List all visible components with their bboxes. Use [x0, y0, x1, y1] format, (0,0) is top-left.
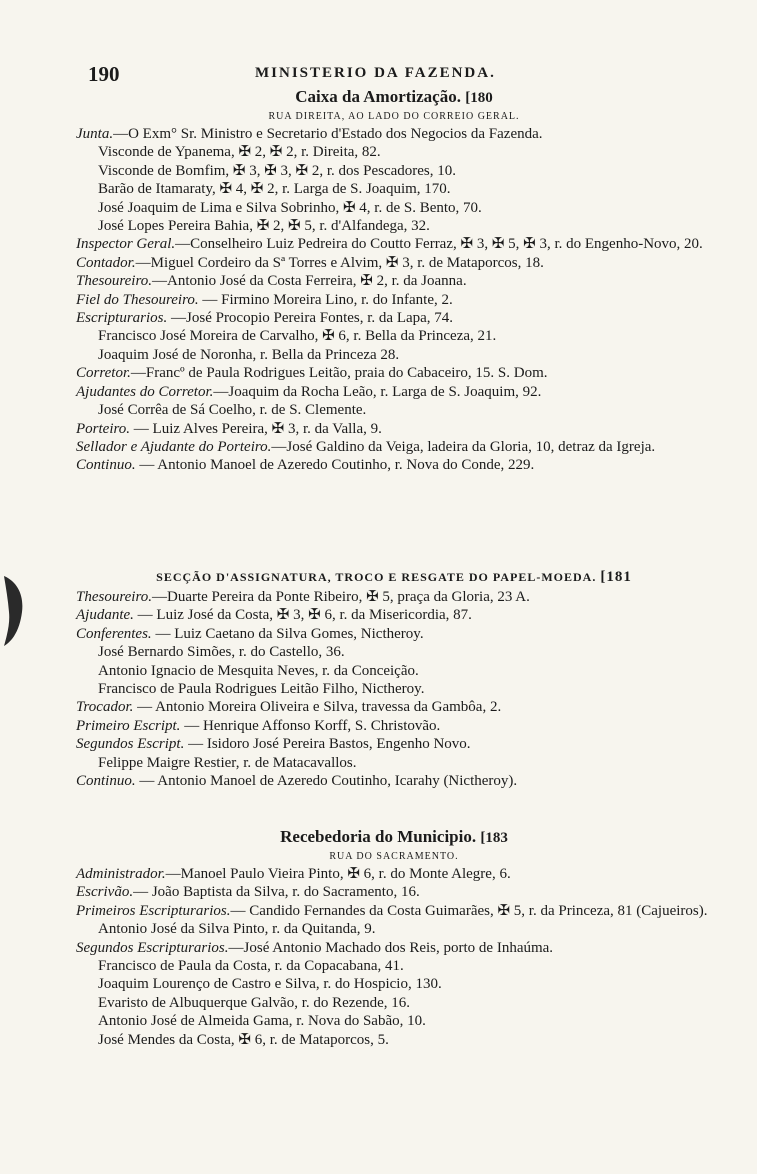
entry-role: Junta.	[76, 126, 114, 142]
entry-role: Ajudantes do Corretor.	[76, 383, 214, 400]
entry-line	[76, 939, 712, 957]
entry-line	[76, 364, 712, 382]
entry-text: Visconde de Ypanema, ✠ 2, ✠ 2, r. Direita, 82.	[98, 144, 381, 161]
section-address: RUA DO SACRAMENTO.	[329, 851, 459, 862]
entry-list	[76, 865, 712, 1049]
entry-line	[76, 1012, 712, 1030]
section-ref: [183	[480, 830, 508, 846]
entry-role: Primeiro Escript.	[76, 717, 181, 734]
entry-line	[76, 180, 712, 198]
entry-text: Visconde de Bomfim, ✠ 3, ✠ 3, ✠ 2, r. dos Pescadores, 10.	[98, 162, 457, 179]
entry-text: — Luiz Alves Pereira, ✠ 3, r. da Valla, 9.	[130, 420, 382, 437]
entry-role: Trocador.	[76, 699, 134, 716]
entry-role: Escrivão.	[76, 884, 134, 901]
entry-line	[76, 235, 712, 253]
entry-line	[76, 438, 712, 456]
entry-role: Thesoureiro.	[76, 273, 152, 290]
entry-role: Porteiro.	[76, 420, 131, 437]
entry-role: Ajudante.	[76, 607, 134, 624]
entry-text: Francisco José Moreira de Carvalho, ✠ 6, r. Bella da Princeza, 21.	[98, 328, 497, 345]
entry-line	[76, 291, 712, 309]
section-title: Caixa da Amortização.	[295, 87, 461, 106]
entry-text: — Antonio Manoel de Azeredo Coutinho, Icarahy (Nictheroy).	[135, 773, 518, 790]
entry-text: Antonio José de Almeida Gama, r. Nova do Sabão, 10.	[98, 1013, 426, 1030]
entry-text: — Luiz José da Costa, ✠ 3, ✠ 6, r. da Misericordia, 87.	[133, 607, 472, 624]
entry-text: Francisco de Paula da Costa, r. da Copacabana, 41.	[98, 958, 404, 975]
entry-text: —José Galdino da Veiga, ladeira da Gloria, 10, detraz da Igreja.	[271, 438, 656, 455]
entry-line	[76, 383, 712, 401]
entry-line	[76, 643, 712, 661]
entry-line	[76, 327, 712, 345]
entry-line	[76, 272, 712, 290]
entry-role: Conferentes.	[76, 625, 152, 642]
entry-role: Corretor.	[76, 365, 131, 382]
entry-line	[76, 975, 712, 993]
entry-role: Segundos Escripturarios.	[76, 939, 229, 956]
entry-line	[76, 772, 712, 790]
entry-role: Fiel do Thesoureiro.	[76, 291, 199, 308]
entry-role: Escripturarios.	[76, 310, 168, 327]
entry-role: Primeiros Escripturarios.	[76, 902, 231, 919]
entry-line	[76, 401, 712, 419]
entry-text: Felippe Maigre Restier, r. de Matacavallos.	[98, 754, 357, 771]
entry-text: — Henrique Affonso Korff, S. Christovão.	[180, 717, 441, 734]
entry-role: Continuo.	[76, 773, 136, 790]
entry-line	[76, 662, 712, 680]
entry-list	[76, 125, 712, 475]
entry-text: José Joaquim de Lima e Silva Sobrinho, ✠ 4, r. de S. Bento, 70.	[98, 199, 482, 216]
entry-line	[76, 254, 712, 272]
entry-line	[76, 199, 712, 217]
section-ref: [180	[465, 90, 493, 106]
entry-text: —Antonio José da Costa Ferreira, ✠ 2, r. da Joanna.	[151, 273, 467, 290]
entry-text: — João Baptista da Silva, r. do Sacramento, 16.	[133, 884, 420, 901]
entry-text: —O Exm° Sr. Ministro e Secretario d'Estado dos Negocios da Fazenda.	[113, 126, 543, 142]
entry-role: Segundos Escript.	[76, 736, 185, 753]
section-address: RUA DIREITA, AO LADO DO CORREIO GERAL.	[268, 111, 520, 122]
page-number: 190	[88, 62, 120, 86]
entry-text: — Antonio Moreira Oliveira e Silva, travessa da Gambôa, 2.	[133, 699, 502, 716]
entry-line	[76, 735, 712, 753]
entry-line	[76, 309, 712, 327]
entry-role: Sellador e Ajudante do Porteiro.	[76, 438, 272, 455]
entry-line	[76, 1031, 712, 1049]
entry-line	[76, 346, 712, 364]
section-heading	[76, 566, 712, 588]
entry-text: Evaristo de Albuquerque Galvão, r. do Rezende, 16.	[98, 994, 410, 1011]
entry-line	[76, 217, 712, 235]
entry-text: — Luiz Caetano da Silva Gomes, Nictheroy.	[151, 625, 424, 642]
entry-line	[76, 162, 712, 180]
entry-line	[76, 143, 712, 161]
section-assignatura	[76, 566, 712, 790]
entry-line	[76, 957, 712, 975]
entry-text: —Conselheiro Luiz Pedreira do Coutto Ferraz, ✠ 3, ✠ 5, ✠ 3, r. do Engenho-Novo, 20.	[175, 236, 703, 253]
entry-text: — Isidoro José Pereira Bastos, Engenho Novo.	[184, 736, 471, 753]
entry-role: Inspector Geral.	[76, 236, 176, 253]
entry-line	[76, 698, 712, 716]
entry-line	[76, 680, 712, 698]
entry-text: Francisco de Paula Rodrigues Leitão Filho, Nictheroy.	[98, 681, 425, 698]
entry-text: — Firmino Moreira Lino, r. do Infante, 2.	[198, 291, 453, 308]
entry-text: José Mendes da Costa, ✠ 6, r. de Mataporcos, 5.	[98, 1031, 389, 1048]
entry-line	[76, 625, 712, 643]
entry-text: —José Antonio Machado dos Reis, porto de Inhaúma.	[228, 939, 554, 956]
entry-text: —Duarte Pereira da Ponte Ribeiro, ✠ 5, praça da Gloria, 23 A.	[151, 589, 530, 605]
entry-line	[76, 606, 712, 624]
entry-line	[76, 865, 712, 883]
entry-role: Contador.	[76, 254, 136, 271]
entry-text: José Lopes Pereira Bahia, ✠ 2, ✠ 5, r. d'Alfandega, 32.	[98, 218, 430, 235]
entry-role: Administrador.	[76, 866, 166, 882]
entry-text: — Antonio Manoel de Azeredo Coutinho, r. Nova do Conde, 229.	[135, 457, 535, 474]
section-title: SECÇÃO D'ASSIGNATURA, TROCO E RESGATE DO PAPEL-MOEDA.	[156, 570, 597, 584]
page-smudge	[0, 572, 26, 650]
entry-text: Antonio Ignacio de Mesquita Neves, r. da Conceição.	[98, 662, 419, 679]
entry-line	[76, 994, 712, 1012]
entry-text: Joaquim José de Noronha, r. Bella da Princeza 28.	[98, 346, 400, 363]
entry-line	[76, 902, 712, 920]
entry-text: José Bernardo Simões, r. do Castello, 36.	[98, 644, 345, 661]
entry-text: —Joaquim da Rocha Leão, r. Larga de S. Joaquim, 92.	[213, 383, 542, 400]
entry-line	[76, 754, 712, 772]
entry-line	[76, 125, 712, 143]
section-heading	[76, 86, 712, 109]
entry-line	[76, 920, 712, 938]
entry-text: —Manoel Paulo Vieira Pinto, ✠ 6, r. do Monte Alegre, 6.	[165, 866, 511, 882]
section-heading	[76, 826, 712, 849]
entry-text: —José Procopio Pereira Fontes, r. da Lapa, 74.	[167, 310, 454, 327]
entry-text: —Francº de Paula Rodrigues Leitão, praia do Cabaceiro, 15. S. Dom.	[130, 365, 548, 382]
entry-text: — Candido Fernandes da Costa Guimarães, ✠ 5, r. da Princeza, 81 (Cajueiros).	[230, 902, 708, 919]
entry-text: Barão de Itamaraty, ✠ 4, ✠ 2, r. Larga de S. Joaquim, 170.	[98, 181, 451, 198]
section-ref: [181	[600, 569, 632, 585]
running-title: MINISTERIO DA FAZENDA.	[255, 65, 496, 81]
entry-line	[76, 420, 712, 438]
entry-line	[76, 883, 712, 901]
entry-role: Thesoureiro.	[76, 589, 152, 605]
entry-text: Joaquim Lourenço de Castro e Silva, r. do Hospicio, 130.	[98, 976, 442, 993]
section-recebedoria	[76, 826, 712, 1049]
entry-list	[76, 588, 712, 790]
entry-text: —Miguel Cordeiro da Sª Torres e Alvim, ✠ 3, r. de Mataporcos, 18.	[135, 254, 544, 271]
section-caixa-amortizacao	[76, 86, 712, 475]
section-title: Recebedoria do Municipio.	[280, 827, 477, 846]
page-header	[0, 62, 757, 86]
entry-line	[76, 588, 712, 606]
entry-line	[76, 456, 712, 474]
entry-line	[76, 717, 712, 735]
entry-role: Continuo.	[76, 457, 136, 474]
entry-text: José Corrêa de Sá Coelho, r. de S. Clemente.	[98, 402, 367, 419]
entry-text: Antonio José da Silva Pinto, r. da Quitanda, 9.	[98, 921, 376, 938]
